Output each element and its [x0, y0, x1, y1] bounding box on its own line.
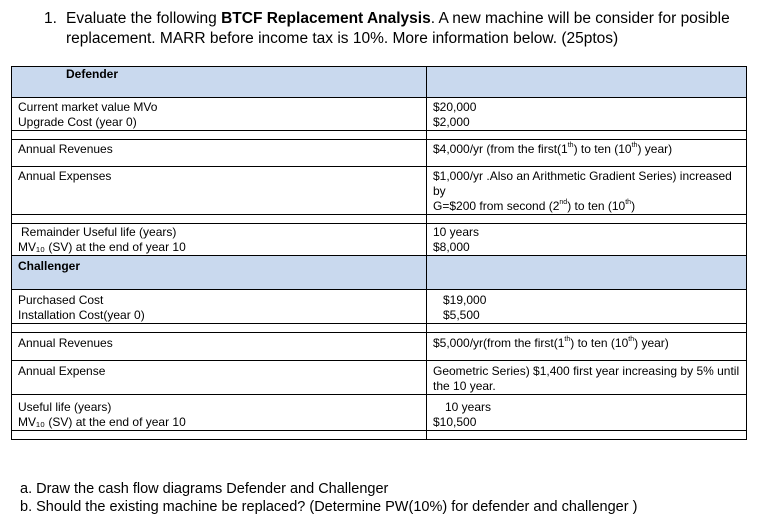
purchase-cost-label: Purchased Cost [18, 293, 104, 307]
installation-cost-label: Installation Cost(year 0) [18, 308, 145, 322]
market-value-label: Current market value MVo [18, 100, 158, 114]
purchase-cost-value: $19,000 [443, 293, 487, 307]
challenger-header: Challenger [12, 256, 427, 290]
question-title: BTCF Replacement Analysis [221, 10, 431, 27]
defender-expenses-label: Annual Expenses [12, 167, 427, 215]
challenger-expense-value: Geometric Series) $1,400 first year increasing by 5% until the 10 year. [427, 361, 747, 395]
defender-mv-value: $8,000 [433, 240, 470, 254]
spacer-row [12, 431, 747, 440]
installation-cost-value: $5,500 [443, 308, 480, 322]
spacer-row [12, 324, 747, 333]
defender-life-row [12, 224, 747, 256]
instruction-a: a. Draw the cash flow diagrams Defender and Challenger [20, 481, 389, 497]
challenger-mv-label: MV₁₀ (SV) at the end of year 10 [18, 415, 186, 429]
analysis-table [11, 66, 747, 440]
question-text [66, 9, 746, 49]
challenger-header-row [12, 256, 747, 290]
defender-life-value: 10 years [433, 225, 480, 239]
challenger-expense-label: Annual Expense [12, 361, 427, 395]
challenger-cost-row [12, 290, 747, 324]
defender-mv-label: MV₁₀ (SV) at the end of year 10 [18, 240, 186, 254]
challenger-expense-row [12, 361, 747, 395]
instructions [20, 480, 637, 516]
question-rest: . A new machine will be consider for posible replacement. MARR before income tax is 10%. More information below. (25ptos) [66, 10, 730, 47]
spacer-row [12, 131, 747, 140]
defender-header: Defender [12, 67, 427, 98]
defender-expenses-value: $1,000/yr .Also an Arithmetic Gradient Series) increased by G=$200 from second (2nd) to ten (10th) [427, 167, 747, 215]
defender-life-label: Remainder Useful life (years) [21, 225, 177, 239]
defender-revenues-label: Annual Revenues [12, 140, 427, 167]
challenger-life-row [12, 395, 747, 431]
defender-header-blank [427, 67, 747, 98]
challenger-life-label: Useful life (years) [18, 400, 112, 414]
challenger-life-value: 10 years [445, 400, 492, 414]
defender-header-row [12, 67, 747, 98]
upgrade-cost-label: Upgrade Cost (year 0) [18, 115, 137, 129]
challenger-header-blank [427, 256, 747, 290]
market-value: $20,000 [433, 100, 477, 114]
defender-revenues-value: $4,000/yr (from the first(1th) to ten (10th) year) [427, 140, 747, 167]
defender-cost-row [12, 98, 747, 131]
challenger-revenues-value: $5,000/yr(from the first(1th) to ten (10th) year) [427, 333, 747, 361]
question-number: 1. [44, 10, 57, 27]
upgrade-cost-value: $2,000 [433, 115, 470, 129]
defender-revenues-row [12, 140, 747, 167]
instruction-b: b. Should the existing machine be replaced? (Determine PW(10%) for defender and challenger ) [20, 499, 638, 515]
question-intro: Evaluate the following [66, 10, 222, 27]
defender-expenses-row [12, 167, 747, 215]
challenger-revenues-row [12, 333, 747, 361]
challenger-mv-value: $10,500 [433, 415, 477, 429]
challenger-revenues-label: Annual Revenues [12, 333, 427, 361]
spacer-row [12, 215, 747, 224]
